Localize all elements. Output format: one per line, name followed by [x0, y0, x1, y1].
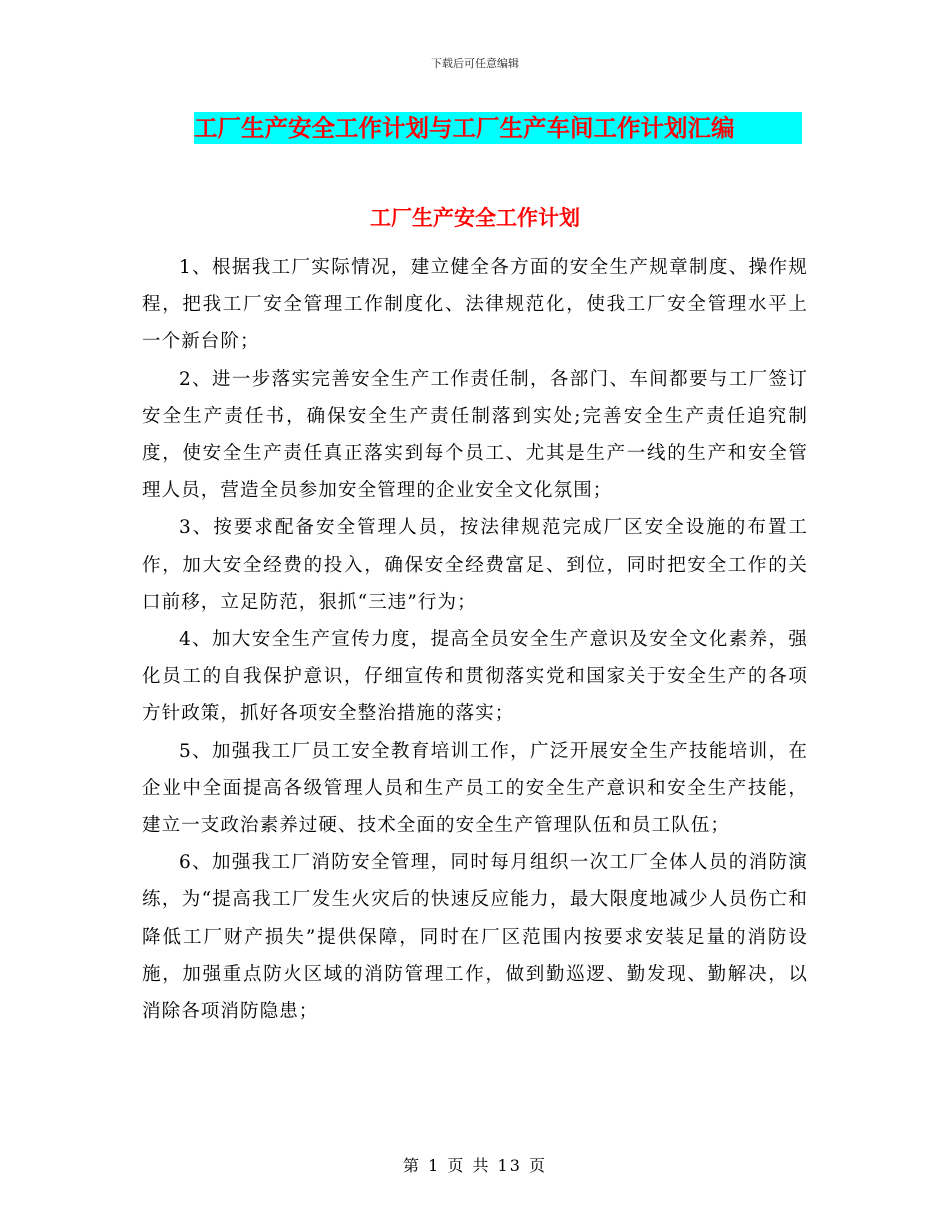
document-title: 工厂生产安全工作计划与工厂生产车间工作计划汇编 [194, 112, 802, 144]
body-content [142, 249, 808, 1030]
section-title: 工厂生产安全工作计划 [370, 206, 580, 230]
paragraph-4: 4、加大安全生产宣传力度，提高全员安全生产意识及安全文化素养，强化员工的自我保护意识，仔细宣传和贯彻落实党和国家关于安全生产的各项方针政策，抓好各项安全整治措施的落实； [142, 629, 808, 725]
paragraph-2: 2、进一步落实完善安全生产工作责任制，各部门、车间都要与工厂签订安全生产责任书，确保安全生产责任制落到实处;完善安全生产责任追究制度，使安全生产责任真正落实到每个员工、尤其是生产一线的生产和安全管理人员，营造全员参加安全管理的企业安全文化氛围； [142, 368, 808, 502]
header-note: 下载后可任意编辑 [431, 57, 519, 70]
page-footer: 第 1 页 共 13 页 [403, 1156, 547, 1175]
paragraph-3: 3、按要求配备安全管理人员，按法律规范完成厂区安全设施的布置工作，加大安全经费的投入，确保安全经费富足、到位，同时把安全工作的关口前移，立足防范，狠抓“三违”行为； [142, 517, 808, 613]
paragraph-1: 1、根据我工厂实际情况，建立健全各方面的安全生产规章制度、操作规程，把我工厂安全管理工作制度化、法律规范化，使我工厂安全管理水平上一个新台阶； [142, 257, 808, 353]
paragraph-6: 6、加强我工厂消防安全管理，同时每月组织一次工厂全体人员的消防演练，为“提高我工厂发生火灾后的快速反应能力，最大限度地减少人员伤亡和降低工厂财产损失”提供保障，同时在厂区范围内按要求安装足量的消防设施，加强重点防火区域的消防管理工作，做到勤巡逻、勤发现、勤解决，以消除各项消防隐患； [142, 852, 808, 1023]
paragraph-5: 5、加强我工厂员工安全教育培训工作，广泛开展安全生产技能培训，在企业中全面提高各级管理人员和生产员工的安全生产意识和安全生产技能，建立一支政治素养过硬、技术全面的安全生产管理队伍和员工队伍； [142, 740, 808, 837]
